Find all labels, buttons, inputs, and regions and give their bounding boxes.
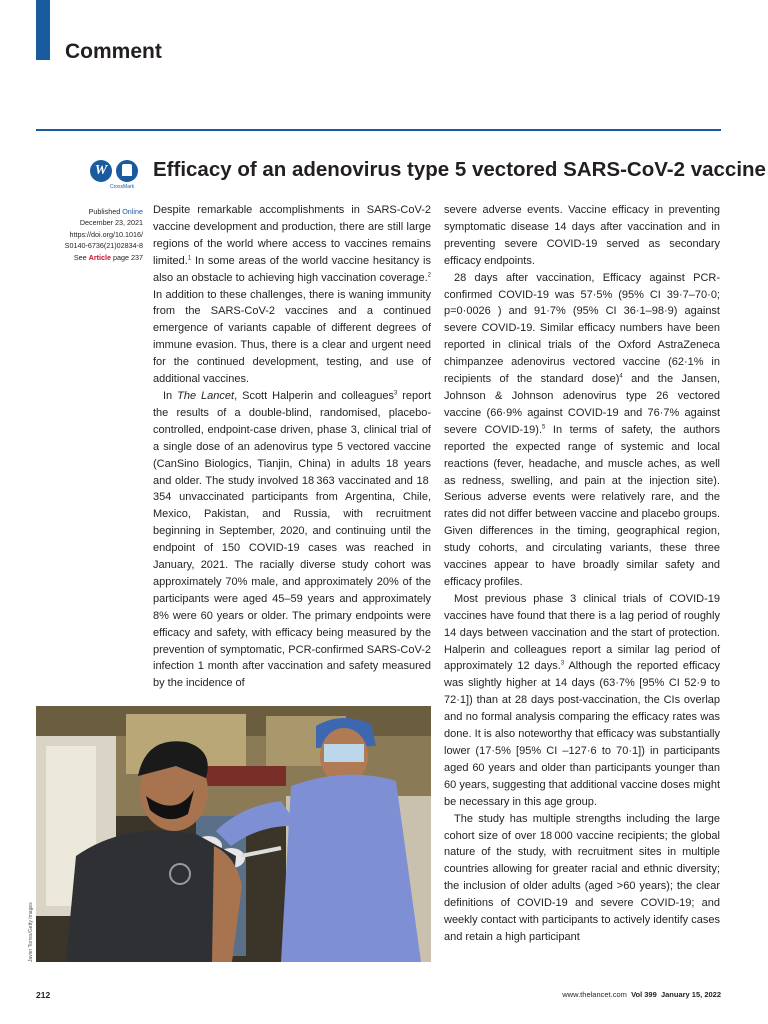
see-article-link[interactable]: Article bbox=[88, 252, 112, 262]
section-label: Comment bbox=[65, 40, 162, 63]
article-title: Efficacy of an adenovirus type 5 vectored SARS-CoV-2 vaccine bbox=[153, 158, 766, 181]
vaccination-photo bbox=[36, 706, 431, 962]
publication-meta bbox=[40, 206, 143, 263]
footer-date: January 15, 2022 bbox=[660, 990, 721, 999]
crossmark-label: CrossMark bbox=[110, 184, 135, 190]
section-tab bbox=[36, 0, 50, 60]
page-number: 212 bbox=[36, 990, 51, 1000]
reference-3[interactable]: 3 bbox=[393, 390, 398, 397]
paragraph: 28 days after vaccination, Efficacy against PCR-confirmed COVID-19 was 57·5% (95% CI 39·7–70·0; p=0·0026 ) and 91·7% (95% CI 36·1–98·9) against severe COVID-19. Similar efficacy numbers have been reported in clinical trials of the Oxford AstraZeneca chimpanzee adenovirus vectored vaccine (62·1% in recipients of the standard dose)$^4$ and the Jansen, Johnson & Johnson adenovirus type 26 vectored vaccine (66·9% against COVID-19 and 76·7% against severe COVID-19).$^5$ In terms of safety, the authors reported the expected range of systemic and local reactions (fever, headache, and muscle aches, as well as redness, swelling, and pain at the injection site). Serious adverse events were relatively rare, and the rates did not differ between vaccine and placebo groups. Given differences in the timing, geographical region, study cohorts, and circulating variants, these three vaccines appear to have broadly similar safety and efficacy profiles. bbox=[444, 271, 720, 588]
footer-site-link[interactable]: www.thelancet.com bbox=[562, 990, 627, 999]
paragraph: Despite remarkable accomplishments in SARS-CoV-2 vaccine development and production, there are still large regions of the world where access to vaccines remains limited.$^1$ In some areas of the world vaccine hesitancy is also an obstacle to achieving high vaccination coverage.$^2$ In addition to these challenges, there is waning immunity from the SARS-CoV-2 vaccines and a continued emergence of variants capable of different degrees of immune evasion. Thus, there is a clear and urgent need for the continued development, testing, and use of additional vaccines. bbox=[153, 204, 431, 386]
journal-footer bbox=[562, 990, 721, 999]
photo-credit: Javier Torres/Getty Images bbox=[28, 902, 34, 962]
crossmark-icon[interactable] bbox=[116, 160, 138, 182]
paragraph: In The Lancet, Scott Halperin and colleagues$^3$ report the results of a double-blind, randomised, placebo-controlled, endpoint-case driven, phase 3, clinical trial of a single dose of an adenovirus type 5 vectored vaccine (CanSino Biologics, Tianjin, China) in adults 18 years and older. The study involved 18 363 vaccinated and 18 354 unvaccinated participants from Argentina, Chile, Mexico, Pakistan, and Russia, with recruitment beginning in September, 2020, and continuing until the endpoint of 150 COVID-19 cases was reached in January, 2021. The racially diverse study cohort was approximately 70% male, and approximately 20% of the participants were aged 45–59 years and approximately 8% were 60 years or older. The primary endpoints were efficacy and safety, with efficacy being measured by the prevention of symptomatic, PCR-confirmed SARS-CoV-2 infection 1 month after vaccination and safety measured by the incidence of bbox=[153, 389, 432, 690]
reference-1[interactable]: 1 bbox=[187, 255, 192, 262]
online-link[interactable]: Online bbox=[122, 207, 143, 216]
journal-logos bbox=[90, 160, 146, 194]
reference-2[interactable]: 2 bbox=[427, 271, 431, 278]
see-prefix: See bbox=[73, 252, 87, 262]
published-date: December 23, 2021 bbox=[79, 218, 143, 228]
paragraph: severe adverse events. Vaccine efficacy in preventing symptomatic disease 14 days after vaccination and in preventing severe COVID-19 served as secondary efficacy endpoints. bbox=[444, 204, 720, 267]
see-suffix: page 237 bbox=[113, 252, 143, 262]
footer-volume: Vol 399 bbox=[631, 990, 657, 999]
doi-link-line2[interactable]: S0140-6736(21)02834-8 bbox=[64, 241, 143, 251]
header-rule bbox=[36, 129, 721, 131]
journal-name: The Lancet bbox=[177, 389, 235, 402]
paragraph: The study has multiple strengths including the large cohort size of over 18 000 vaccine recipients; the global nature of the study, with recruitment sites in multiple countries allowing for greater racial and ethnic diversity; the inclusion of older adults (aged >60 years); the clear definitions of COVID-19 and severe COVID-19; and weekly contact with participants to actively identify cases and retain a high participant bbox=[444, 812, 720, 943]
reference-4[interactable]: 4 bbox=[619, 373, 623, 380]
reference-5[interactable]: 5 bbox=[542, 424, 546, 431]
reference-3[interactable]: 3 bbox=[560, 660, 565, 667]
see-article-line bbox=[40, 252, 143, 263]
body-column-2 bbox=[444, 202, 720, 946]
published-label: Published bbox=[88, 207, 121, 216]
body-column-1 bbox=[153, 202, 431, 692]
paragraph: Most previous phase 3 clinical trials of COVID-19 vaccines have found that there is a lag period of roughly 14 days between vaccination and the start of protection. Halperin and colleagues report a similar lag period of approximately 12 days.$^3$ Although the reported efficacy was slightly higher at 14 days (63·7% [95% CI 52·9 to 72·1]) than at 28 days post-vaccination, the CIs overlap and no formal analysis comparing the efficacy rates was done. It is also noteworthy that efficacy was substantially lower (17·5% [95% CI –127·6 to 70·1]) in participants aged 60 years and older than participants younger than 60 years, suggesting that additional vaccine doses might be necessary in this age group. bbox=[444, 592, 720, 808]
w-logo-icon: W bbox=[90, 160, 112, 182]
published-line bbox=[40, 206, 143, 217]
doi-link-line1[interactable]: https://doi.org/10.1016/ bbox=[69, 229, 143, 239]
